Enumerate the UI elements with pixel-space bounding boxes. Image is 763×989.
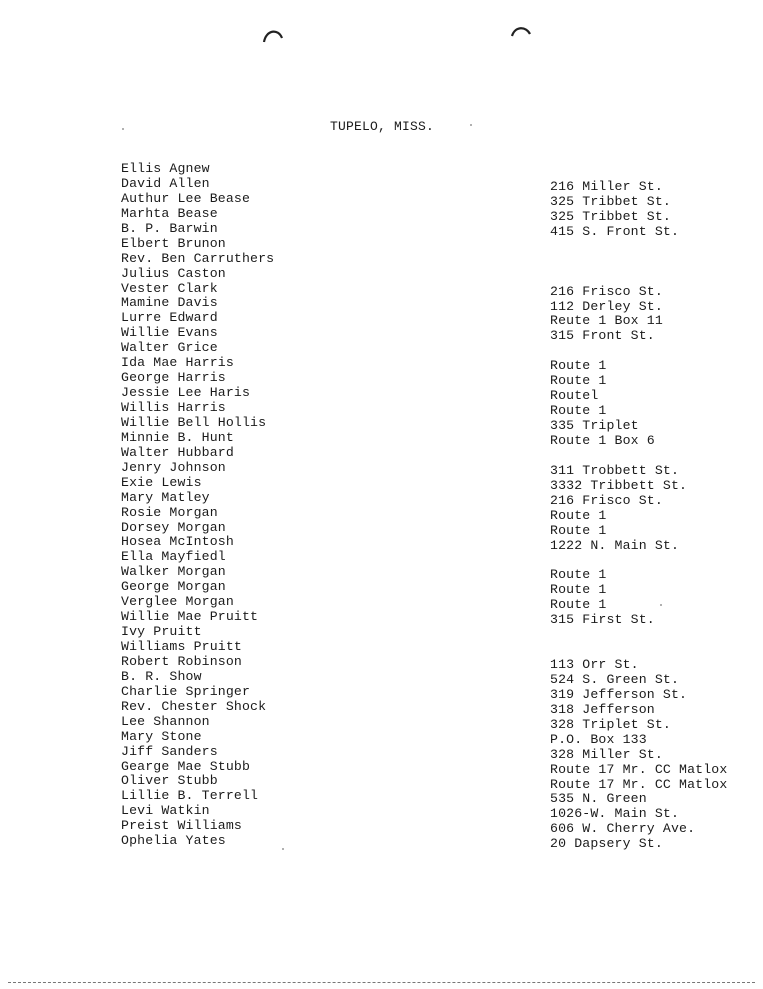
name-entry: Mary Stone bbox=[121, 728, 202, 744]
name-entry: Gearge Mae Stubb bbox=[121, 758, 251, 774]
name-entry: Marhta Bease bbox=[121, 205, 218, 221]
name-entry: Williams Pruitt bbox=[121, 639, 242, 654]
name-entry: Vester Clark bbox=[121, 280, 218, 296]
name-entry: Preist Williams bbox=[121, 818, 242, 834]
address-entry: Reute 1 Box 11 bbox=[550, 313, 663, 329]
name-entry: Walter Grice bbox=[121, 340, 218, 356]
name-entry: George Harris bbox=[121, 370, 226, 386]
address-entry: 3332 Tribbett St. bbox=[550, 477, 688, 493]
name-entry: Walker Morgan bbox=[121, 564, 226, 580]
name-entry: Jiff Sanders bbox=[121, 743, 218, 759]
name-entry: Hosea McIntosh bbox=[121, 534, 234, 550]
bottom-edge-rule bbox=[8, 982, 755, 984]
name-entry: Rev. Chester Shock bbox=[121, 698, 267, 714]
name-entry: Jenry Johnson bbox=[121, 459, 226, 475]
name-entry: Willis Harris bbox=[121, 400, 226, 415]
name-entry: Julius Caston bbox=[121, 265, 226, 281]
address-entry: 315 First St. bbox=[550, 612, 655, 628]
address-entry: Route 1 bbox=[550, 507, 607, 523]
name-entry: David Allen bbox=[121, 175, 210, 191]
address-entry: 415 S. Front St. bbox=[550, 223, 680, 239]
address-entry: 535 N. Green bbox=[550, 791, 647, 807]
name-entry: Dorsey Morgan bbox=[121, 519, 226, 535]
name-entry: Jessie Lee Haris bbox=[121, 385, 251, 401]
address-entry: Route 1 bbox=[550, 522, 607, 538]
address-entry: 335 Triplet bbox=[550, 418, 639, 433]
address-entry: Route 1 bbox=[550, 358, 607, 374]
paper-speck bbox=[282, 848, 284, 850]
address-entry: Routel bbox=[550, 388, 599, 404]
name-entry: Lurre Edward bbox=[121, 310, 218, 326]
name-entry: Mary Matley bbox=[121, 489, 210, 505]
address-entry: 315 Front St. bbox=[550, 328, 655, 344]
name-entry: Mamine Davis bbox=[121, 295, 218, 311]
name-entry: Ophelia Yates bbox=[121, 833, 226, 849]
name-entry: Lee Shannon bbox=[121, 713, 210, 729]
address-entry: 216 Miller St. bbox=[550, 179, 663, 194]
name-entry: Ivy Pruitt bbox=[121, 624, 202, 640]
address-entry: Route 17 Mr. CC Matlox bbox=[550, 761, 728, 777]
address-entry: 318 Jefferson bbox=[550, 701, 655, 717]
name-entry: George Morgan bbox=[121, 579, 226, 595]
address-entry: 328 Miller St. bbox=[550, 746, 663, 762]
name-entry: Levi Watkin bbox=[121, 803, 210, 819]
name-entry: Minnie B. Hunt bbox=[121, 429, 234, 445]
name-entry: Verglee Morgan bbox=[121, 594, 234, 610]
paper-speck bbox=[660, 604, 662, 606]
address-entry: Route 1 Box 6 bbox=[550, 432, 655, 448]
address-entry: 113 Orr St. bbox=[550, 657, 639, 672]
name-entry: Elbert Brunon bbox=[121, 235, 226, 251]
address-entry: 325 Tribbet St. bbox=[550, 208, 671, 224]
name-entry: Ella Mayfiedl bbox=[121, 549, 226, 565]
address-entry: P.O. Box 133 bbox=[550, 731, 647, 747]
address-entry: 1026-W. Main St. bbox=[550, 806, 680, 822]
name-entry: Charlie Springer bbox=[121, 683, 251, 699]
name-entry: Oliver Stubb bbox=[121, 773, 218, 789]
name-entry: Lillie B. Terrell bbox=[121, 788, 259, 804]
document-title: TUPELO, MISS. bbox=[330, 119, 435, 134]
address-entry: 328 Triplet St. bbox=[550, 716, 671, 732]
name-entry: Exie Lewis bbox=[121, 474, 202, 490]
name-entry: Rev. Ben Carruthers bbox=[121, 250, 275, 266]
addresses-column bbox=[550, 180, 727, 852]
address-entry: 325 Tribbet St. bbox=[550, 193, 671, 209]
name-entry: B. P. Barwin bbox=[121, 220, 218, 236]
name-entry: Ellis Agnew bbox=[121, 161, 210, 176]
address-entry: Route 1 bbox=[550, 567, 607, 583]
name-entry: Willie Bell Hollis bbox=[121, 414, 267, 430]
address-entry: Route 17 Mr. CC Matlox bbox=[550, 776, 728, 792]
address-entry: 216 Frisco St. bbox=[550, 492, 663, 508]
name-entry: Robert Robinson bbox=[121, 653, 242, 669]
names-column bbox=[121, 162, 274, 849]
address-entry: Route 1 bbox=[550, 373, 607, 389]
name-entry: Walter Hubbard bbox=[121, 444, 234, 460]
name-entry: B. R. Show bbox=[121, 668, 202, 684]
paper-speck bbox=[122, 128, 124, 130]
address-entry: 20 Dapsery St. bbox=[550, 836, 663, 852]
name-entry: Willie Mae Pruitt bbox=[121, 609, 259, 625]
name-entry: Authur Lee Bease bbox=[121, 190, 251, 206]
name-entry: Rosie Morgan bbox=[121, 504, 218, 520]
punch-hole-mark-right bbox=[510, 24, 532, 46]
address-entry: Route 1 bbox=[550, 597, 607, 613]
address-entry: 216 Frisco St. bbox=[550, 283, 663, 299]
address-entry: 319 Jefferson St. bbox=[550, 686, 688, 702]
punch-hole-mark-left bbox=[262, 24, 284, 46]
address-entry: Route 1 bbox=[550, 582, 607, 598]
address-entry: 311 Trobbett St. bbox=[550, 462, 680, 478]
name-entry: Willie Evans bbox=[121, 325, 218, 341]
address-entry: 606 W. Cherry Ave. bbox=[550, 821, 696, 837]
address-entry: 524 S. Green St. bbox=[550, 671, 680, 687]
address-entry: Route 1 bbox=[550, 403, 607, 419]
paper-speck bbox=[470, 124, 472, 126]
address-entry: 1222 N. Main St. bbox=[550, 537, 680, 553]
name-entry: Ida Mae Harris bbox=[121, 355, 234, 371]
address-entry: 112 Derley St. bbox=[550, 298, 663, 314]
